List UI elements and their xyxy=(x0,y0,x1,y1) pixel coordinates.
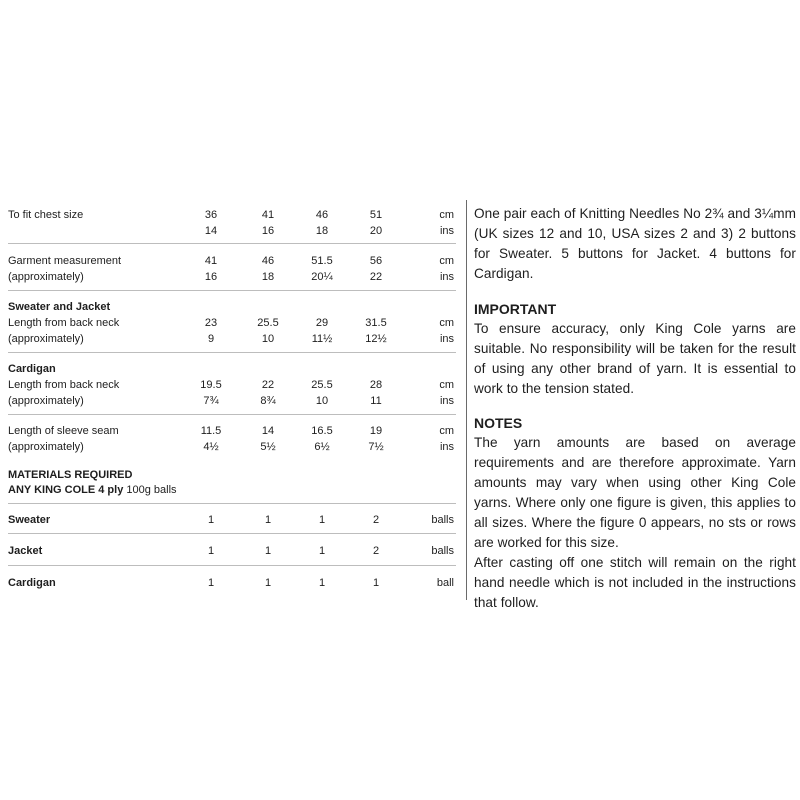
table-cell: 2 xyxy=(372,514,380,526)
table-cell: 46 xyxy=(315,209,329,221)
yarn-line xyxy=(8,483,177,498)
unit-label: ins xyxy=(439,441,454,453)
table-cell: 23 xyxy=(204,317,218,329)
unit-label: ball xyxy=(436,577,454,589)
table-cell: 20 xyxy=(369,225,383,237)
unit-label: ins xyxy=(439,225,454,237)
table-cell: 19 xyxy=(369,425,383,437)
divider xyxy=(8,565,456,566)
table-cell: 28 xyxy=(369,379,383,391)
table-row xyxy=(0,576,470,591)
row-label: Length from back neck xyxy=(8,379,120,391)
table-cell: 51 xyxy=(369,209,383,221)
table-cell: 1 xyxy=(264,514,272,526)
row-label: Length of sleeve seam xyxy=(8,425,119,437)
table-row xyxy=(0,270,470,285)
table-cell: 41 xyxy=(261,209,275,221)
table-row xyxy=(0,224,470,239)
table-cell: 14 xyxy=(261,425,275,437)
table-cell: 25.5 xyxy=(311,379,333,391)
row-label: Garment measurement xyxy=(8,255,122,267)
table-cell: 1 xyxy=(207,545,215,557)
table-row xyxy=(0,316,470,331)
table-cell: 14 xyxy=(204,225,218,237)
table-cell: 11½ xyxy=(311,333,333,345)
section-heading: Cardigan xyxy=(8,363,56,375)
table-cell: 36 xyxy=(204,209,218,221)
section-heading: Sweater and Jacket xyxy=(8,301,111,313)
materials-heading: MATERIALS REQUIRED xyxy=(8,469,133,481)
row-label: Sweater xyxy=(8,514,51,526)
row-label: To fit chest size xyxy=(8,209,84,221)
row-sublabel: (approximately) xyxy=(8,271,84,283)
table-row xyxy=(0,332,470,347)
table-cell: 11.5 xyxy=(200,425,222,437)
table-cell: 56 xyxy=(369,255,383,267)
table-cell: 16 xyxy=(204,271,218,283)
unit-label: cm xyxy=(439,425,454,437)
table-cell: 10 xyxy=(261,333,275,345)
table-cell: 1 xyxy=(372,577,380,589)
table-cell: 19.5 xyxy=(200,379,222,391)
divider xyxy=(8,243,456,244)
divider xyxy=(8,290,456,291)
table-cell: 7½ xyxy=(368,441,384,453)
table-cell: 20¼ xyxy=(311,271,333,283)
unit-label: cm xyxy=(439,255,454,267)
column-divider xyxy=(466,200,467,600)
table-row xyxy=(0,513,470,528)
table-cell: 18 xyxy=(315,225,329,237)
unit-label: cm xyxy=(439,209,454,221)
table-cell: 22 xyxy=(261,379,275,391)
divider xyxy=(8,352,456,353)
table-row xyxy=(0,394,470,409)
unit-label: cm xyxy=(439,379,454,391)
row-label: Jacket xyxy=(8,545,43,557)
table-row xyxy=(0,424,470,439)
divider xyxy=(8,503,456,504)
table-cell: 18 xyxy=(261,271,275,283)
table-cell: 1 xyxy=(318,577,326,589)
notes-column xyxy=(474,204,796,613)
table-cell: 10 xyxy=(315,395,329,407)
table-cell: 4½ xyxy=(203,441,219,453)
row-sublabel: (approximately) xyxy=(8,395,84,407)
yarn-detail: 100g balls xyxy=(126,484,177,496)
unit-label: balls xyxy=(431,514,454,526)
yarn-name: ANY KING COLE 4 ply xyxy=(8,484,124,496)
unit-label: ins xyxy=(439,271,454,283)
unit-label: cm xyxy=(439,317,454,329)
table-cell: 16 xyxy=(261,225,275,237)
table-cell: 46 xyxy=(261,255,275,267)
table-cell: 7¾ xyxy=(203,395,219,407)
table-cell: 1 xyxy=(264,577,272,589)
table-cell: 6½ xyxy=(314,441,330,453)
table-cell: 25.5 xyxy=(257,317,279,329)
table-row xyxy=(0,254,470,269)
table-cell: 12½ xyxy=(365,333,387,345)
row-sublabel: (approximately) xyxy=(8,333,84,345)
row-label: Length from back neck xyxy=(8,317,120,329)
important-heading: IMPORTANT xyxy=(474,301,557,317)
table-row xyxy=(0,378,470,393)
notes-paragraph: The yarn amounts are based on average requirements and are therefore approximate. Yarn amounts may vary when using other King Cole yarns. Where only one figure is given, this applies to all sizes. Where the figure 0 appears, no sts or rows are worked for this size. xyxy=(474,435,796,550)
table-cell: 41 xyxy=(204,255,218,267)
table-cell: 1 xyxy=(207,514,215,526)
table-cell: 8¾ xyxy=(260,395,276,407)
divider xyxy=(8,414,456,415)
row-sublabel: (approximately) xyxy=(8,441,84,453)
important-paragraph: To ensure accuracy, only King Cole yarns are suitable. No responsibility will be taken for the result of using any other brand of yarn. It is essential to work to the tension stated. xyxy=(474,321,796,396)
table-row xyxy=(0,544,470,559)
unit-label: ins xyxy=(439,395,454,407)
table-cell: 9 xyxy=(207,333,215,345)
unit-label: ins xyxy=(439,333,454,345)
table-cell: 11 xyxy=(370,395,382,407)
table-cell: 31.5 xyxy=(365,317,387,329)
table-cell: 51.5 xyxy=(311,255,333,267)
table-cell: 29 xyxy=(315,317,329,329)
table-cell: 5½ xyxy=(260,441,276,453)
table-row xyxy=(0,440,470,455)
table-cell: 1 xyxy=(318,514,326,526)
table-cell: 2 xyxy=(372,545,380,557)
notes-heading: NOTES xyxy=(474,415,523,431)
table-cell: 22 xyxy=(369,271,383,283)
table-cell: 1 xyxy=(207,577,215,589)
table-row xyxy=(0,208,470,223)
table-cell: 1 xyxy=(264,545,272,557)
unit-label: balls xyxy=(431,545,454,557)
notes-paragraph: After casting off one stitch will remain on the right hand needle which is not included in the instructions that follow. xyxy=(474,555,796,610)
table-cell: 1 xyxy=(318,545,326,557)
needles-paragraph: One pair each of Knitting Needles No 2¾ and 3¼mm (UK sizes 12 and 10, USA sizes 2 and 3) 2 buttons for Sweater. 5 buttons for Jacket. 4 buttons for Cardigan. xyxy=(474,206,796,281)
table-cell: 16.5 xyxy=(311,425,333,437)
row-label: Cardigan xyxy=(8,577,56,589)
divider xyxy=(8,533,456,534)
